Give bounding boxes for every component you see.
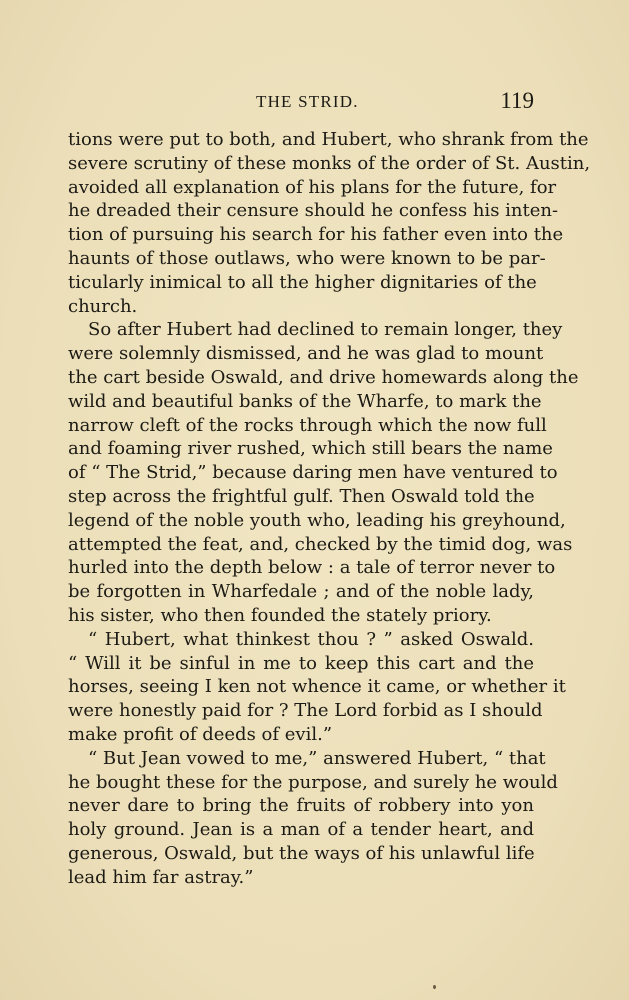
- paragraph-end-line: his sister, who then founded the stately priory.: [68, 604, 492, 626]
- text-line: and foaming river rushed, which still bears the name: [68, 438, 553, 460]
- text-line: haunts of those outlaws, who were known to be par-: [68, 247, 546, 269]
- ink-speck: [433, 985, 436, 989]
- text-line: of “ The Strid,” because daring men have ventured to: [68, 462, 558, 484]
- text-line: be forgotten in Wharfedale ; and of the noble lady,: [68, 581, 534, 603]
- paragraph-end-line: church.: [68, 295, 138, 317]
- text-line: ticularly inimical to all the higher dignitaries of the: [68, 271, 537, 293]
- text-line: attempted the feat, and, checked by the timid dog, was: [68, 533, 573, 555]
- text-line: tion of pursuing his search for his father even into the: [68, 224, 564, 246]
- text-line: “ Will it be sinful in me to keep this cart and the: [68, 652, 534, 674]
- text-line: hurled into the depth below : a tale of terror never to: [68, 557, 556, 579]
- paragraph-start-line: “ Hubert, what thinkest thou ? ” asked Oswald.: [88, 628, 534, 650]
- text-line: the cart beside Oswald, and drive homewards along the: [68, 366, 579, 388]
- text-line: horses, seeing I ken not whence it came, or whether it: [68, 676, 566, 698]
- text-line: severe scrutiny of these monks of the order of St. Austin,: [68, 152, 591, 174]
- text-line: were honestly paid for ? The Lord forbid as I should: [68, 700, 543, 722]
- text-line: he dreaded their censure should he confess his inten-: [68, 200, 559, 222]
- text-line: were solemnly dismissed, and he was glad to mount: [68, 343, 544, 365]
- text-line: generous, Oswald, but the ways of his unlawful life: [68, 842, 535, 864]
- body-text: [68, 128, 591, 890]
- running-head: THE STRID.: [256, 92, 359, 111]
- page-number: 119: [500, 88, 534, 113]
- text-line: narrow cleft of the rocks through which the now full: [68, 414, 547, 436]
- paragraph-end-line: make profit of deeds of evil.”: [68, 723, 333, 745]
- paragraph-end-line: lead him far astray.”: [68, 866, 254, 888]
- text-line: he bought these for the purpose, and surely he would: [68, 771, 558, 793]
- paragraph-start-line: So after Hubert had declined to remain longer, they: [88, 319, 563, 341]
- text-line: legend of the noble youth who, leading his greyhound,: [68, 509, 566, 531]
- text-line: holy ground. Jean is a man of a tender heart, and: [68, 819, 534, 841]
- text-line: wild and beautiful banks of the Wharfe, to mark the: [68, 390, 542, 412]
- text-line: step across the frightful gulf. Then Oswald told the: [68, 485, 535, 507]
- text-line: never dare to bring the fruits of robbery into yon: [68, 795, 534, 817]
- page-header: [68, 90, 534, 116]
- text-line: tions were put to both, and Hubert, who shrank from the: [68, 129, 589, 150]
- text-line: avoided all explanation of his plans for the future, for: [68, 176, 557, 198]
- paragraph-start-line: “ But Jean vowed to me,” answered Hubert, “ that: [88, 747, 546, 769]
